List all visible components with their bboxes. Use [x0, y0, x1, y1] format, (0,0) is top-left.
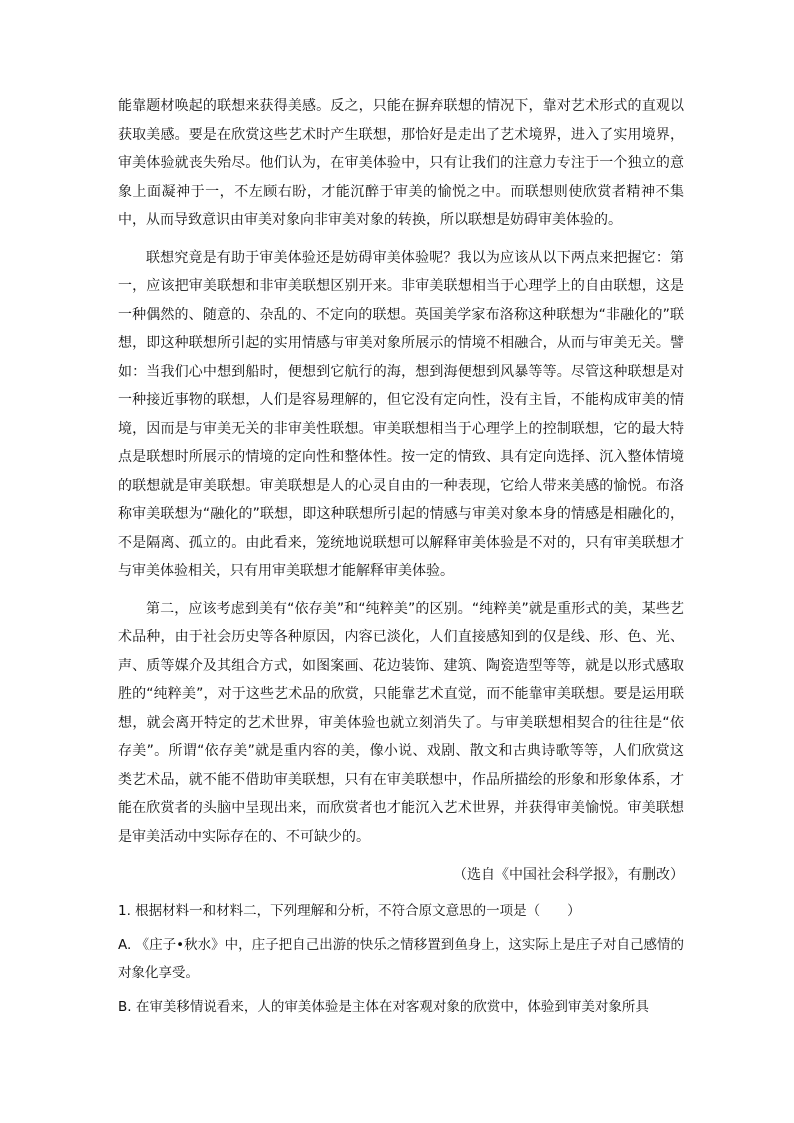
document-page	[118, 92, 684, 1021]
question-1-stem: 1. 根据材料一和材料二，下列理解和分析，不符合原文意思的一项是（ ）	[118, 903, 581, 919]
paragraph-dependent-beauty: 第二，应该考虑到美有“依存美”和“纯粹美”的区别。“纯粹美”就是重形式的美，某些艺术品种，由于社会历史等各种原因，内容已淡化，人们直接感知到的仅是线、形、色、光、声、质等媒介及其组合方式，如图案画、花边装饰、建筑、陶瓷造型等等，就是以形式感取胜的“纯粹美”，对于这些艺术品的欣赏，只能靠艺术直觉，而不能靠审美联想。要是运用联想，就会离开特定的艺术世界，审美体验也就立刻消失了。与审美联想相契合的往往是“依存美”。所谓“依存美”就是重内容的美，像小说、戏剧、散文和古典诗歌等等，人们欣赏这类艺术品，就不能不借助审美联想，只有在审美联想中，作品所描绘的形象和形象体系，才能在欣赏者的头脑中呈现出来，而欣赏者也才能沉入艺术世界，并获得审美愉悦。审美联想是审美活动中实际存在的、不可缺少的。	[118, 600, 684, 845]
source-citation: （选自《中国社会科学报》，有删改）	[453, 867, 684, 883]
question-1-option-a: A. 《庄子•秋水》中，庄子把自己出游的快乐之情移置到鱼身上，这实际上是庄子对自己感情的对象化享受。	[118, 937, 684, 981]
paragraph-continued: 能靠题材唤起的联想来获得美感。反之，只能在摒弃联想的情况下，靠对艺术形式的直观以获取美感。要是在欣赏这些艺术时产生联想，那恰好是走出了艺术境界，进入了实用境界，审美体验就丧失殆尽。他们认为，在审美体验中，只有让我们的注意力专注于一个独立的意象上面凝神于一，不左顾右盼，才能沉醉于审美的愉悦之中。而联想则使欣赏者精神不集中，从而导致意识由审美对象向非审美对象的转换，所以联想是妨碍审美体验的。	[118, 98, 684, 228]
question-1-option-b: B. 在审美移情说看来，人的审美体验是主体在对客观对象的欣赏中，体验到审美对象所具	[118, 999, 649, 1015]
paragraph-association-analysis: 联想究竟是有助于审美体验还是妨碍审美体验呢？我以为应该从以下两点来把握它：第一，应该把审美联想和非审美联想区别开来。非审美联想相当于心理学上的自由联想，这是一种偶然的、随意的、杂乱的、不定向的联想。英国美学家布洛称这种联想为“非融化的”联想，即这种联想所引起的实用情感与审美对象所展示的情境不相融合，从而与审美无关。譬如：当我们心中想到船时，便想到它航行的海，想到海便想到风暴等等。尽管这种联想是对一种接近事物的联想，人们是容易理解的，但它没有定向性，没有主旨，不能构成审美的情境，因而是与审美无关的非审美性联想。审美联想相当于心理学上的控制联想，它的最大特点是联想时所展示的情境的定向性和整体性。按一定的情致、具有定向选择、沉入整体情境的联想就是审美联想。审美联想是人的心灵自由的一种表现，它给人带来美感的愉悦。布洛称审美联想为“融化的”联想，即这种联想所引起的情感与审美对象本身的情感是相融化的，不是隔离、孤立的。由此看来，笼统地说联想可以解释审美体验是不对的，只有审美联想才与审美体验相关，只有用审美联想才能解释审美体验。	[118, 249, 684, 579]
